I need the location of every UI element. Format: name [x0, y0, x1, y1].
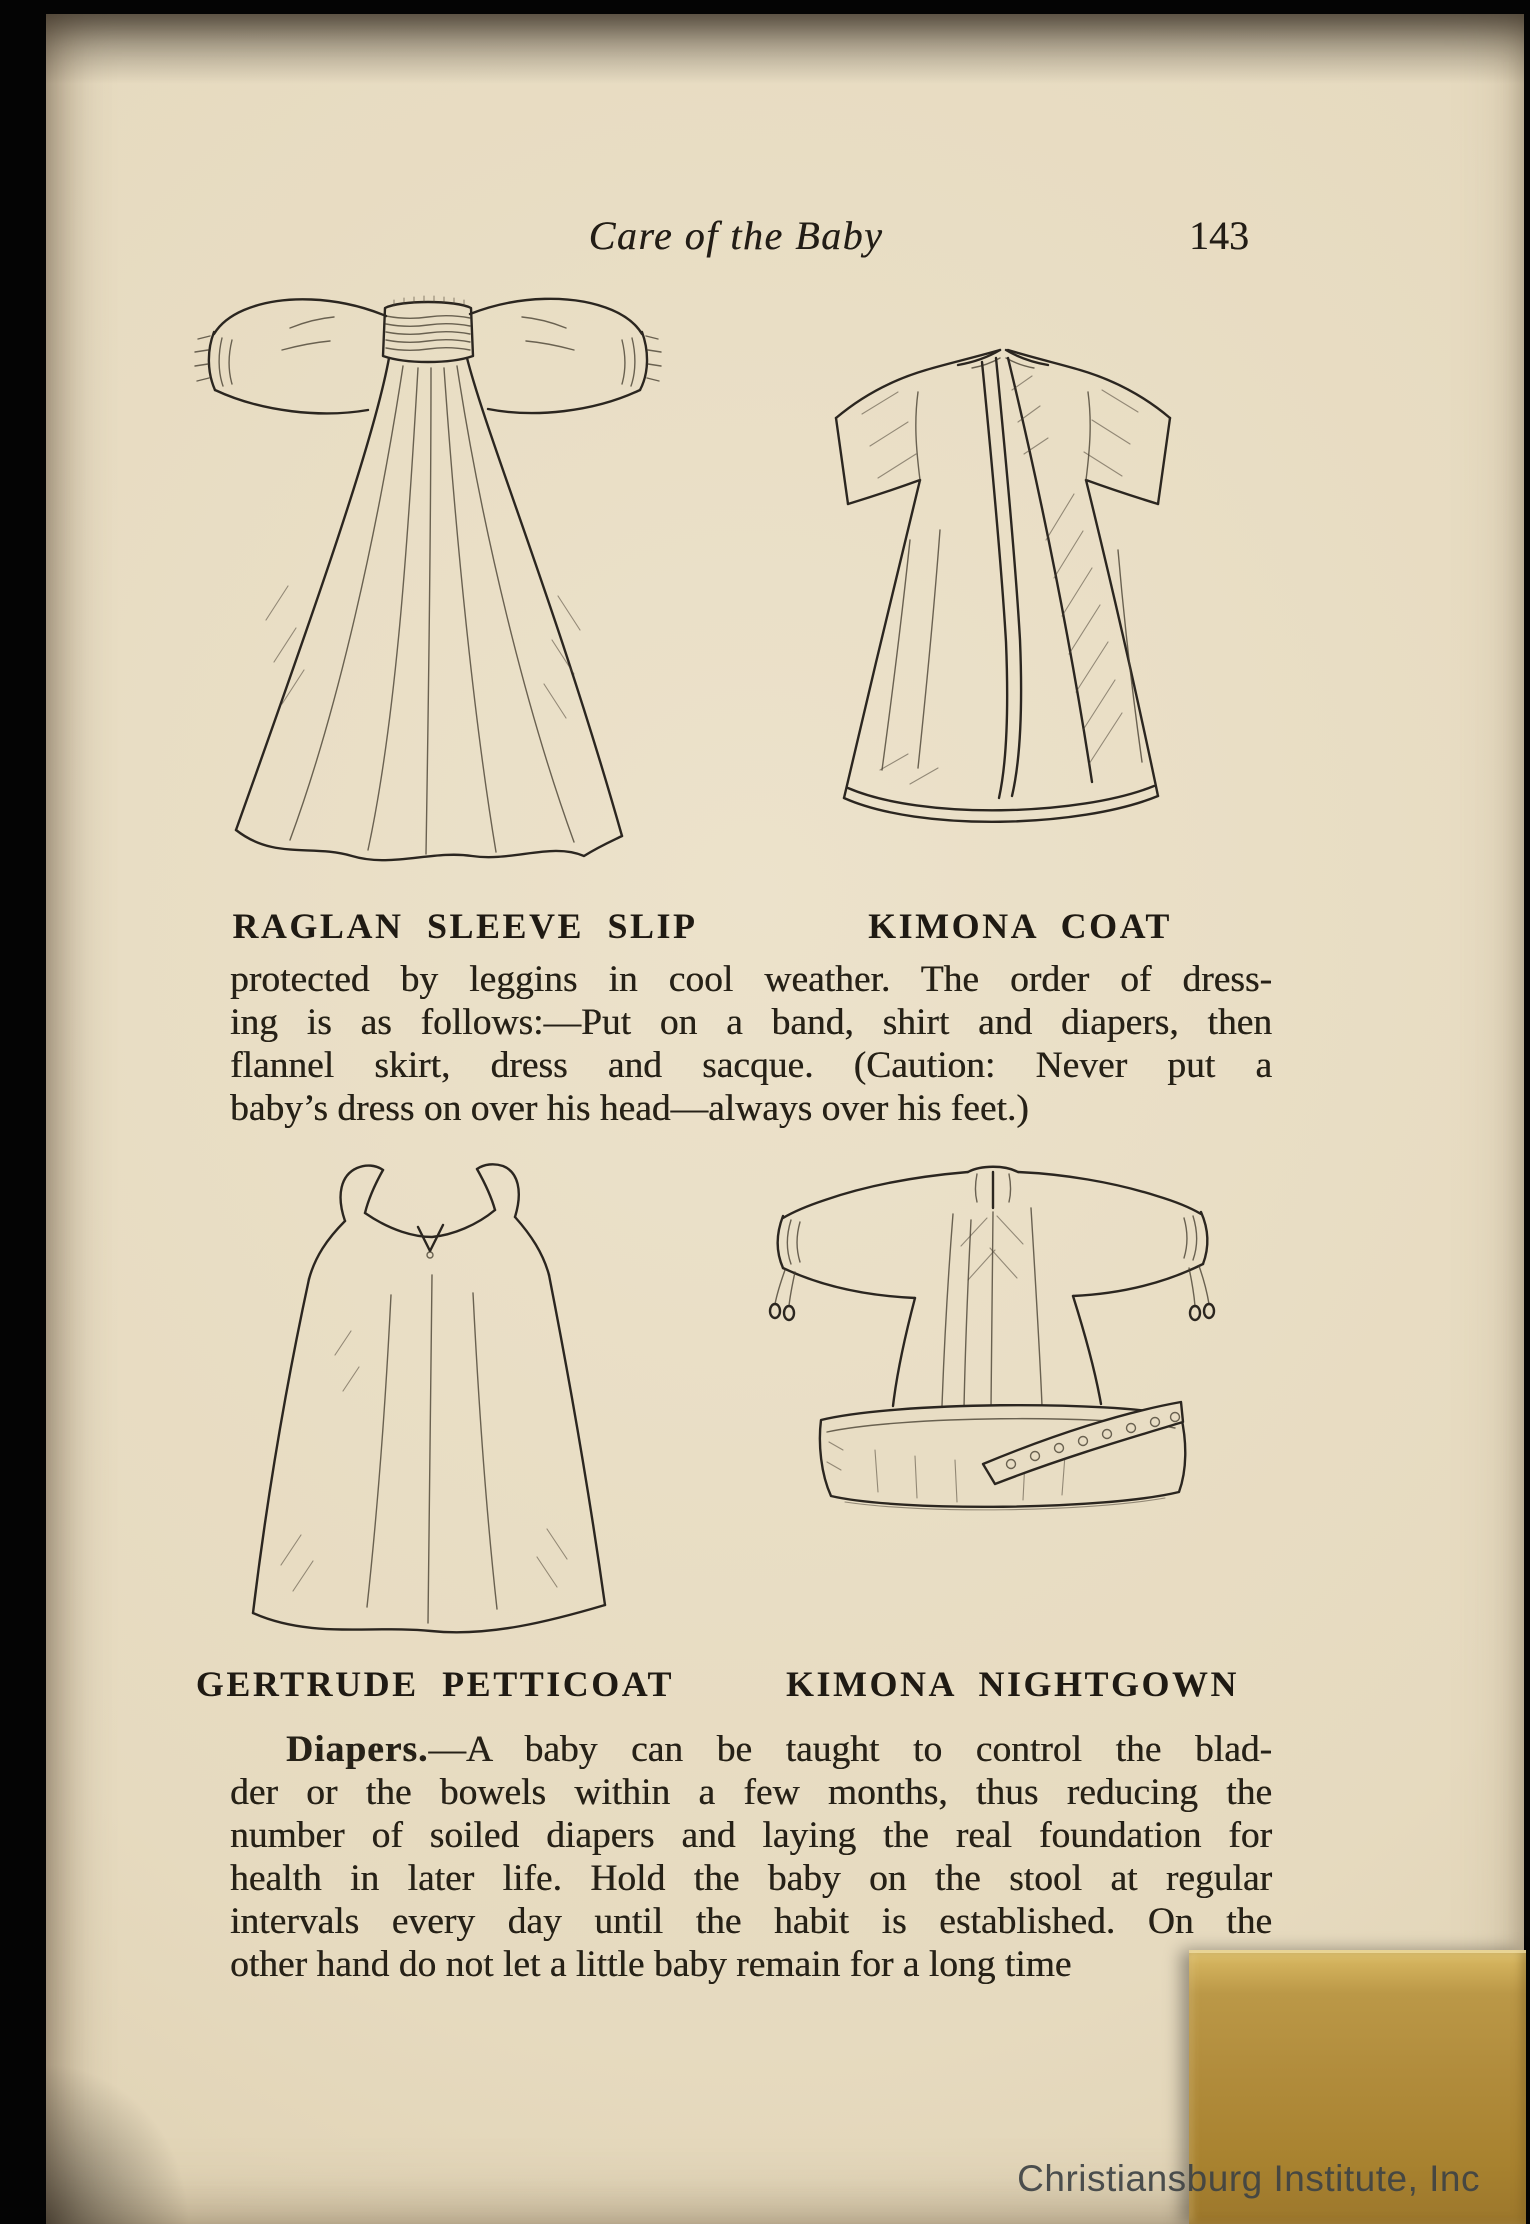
text-line: ing is as follows:—Put on a band, shirt and diapers, then	[230, 1002, 1272, 1043]
text-line: baby’s dress on over his head—always over his feet.)	[230, 1088, 1029, 1129]
caption-raglan-sleeve-slip: RAGLAN SLEEVE SLIP	[232, 906, 698, 946]
diapers-lead-rest: —A baby can be taught to control the blad-	[428, 1729, 1272, 1770]
kimona-nightgown-drawing	[725, 1150, 1260, 1650]
watermark: Christiansburg Institute, Inc	[1017, 2158, 1480, 2199]
text-line: flannel skirt, dress and sacque. (Caution: Never put a	[230, 1045, 1272, 1086]
text-line: other hand do not let a little baby remain for a long time	[230, 1944, 1072, 1985]
kimona-nightgown-illustration	[725, 1150, 1260, 1650]
text-line: intervals every day until the habit is established. On the	[230, 1901, 1272, 1942]
gertrude-petticoat-illustration	[215, 1155, 645, 1650]
caption-gertrude-petticoat: GERTRUDE PETTICOAT	[195, 1664, 675, 1704]
kimona-coat-drawing	[750, 330, 1250, 875]
paragraph-dressing	[230, 958, 1272, 1130]
running-title: Care of the Baby	[588, 213, 884, 258]
text-line: health in later life. Hold the baby on the stool at regular	[230, 1858, 1272, 1899]
text-line	[230, 1728, 1272, 1771]
text-line: der or the bowels within a few months, thus reducing the	[230, 1772, 1272, 1813]
caption-kimona-nightgown: KIMONA NIGHTGOWN	[785, 1664, 1240, 1704]
raglan-sleeve-slip-drawing	[170, 290, 685, 890]
text-line: number of soiled diapers and laying the real foundation for	[230, 1815, 1272, 1856]
book-page	[46, 14, 1524, 2224]
gertrude-petticoat-drawing	[215, 1155, 645, 1650]
raglan-sleeve-slip-illustration	[170, 290, 685, 890]
diapers-lead: Diapers.	[286, 1729, 429, 1770]
caption-kimona-coat: KIMONA COAT	[868, 906, 1172, 946]
kimona-coat-illustration	[750, 330, 1250, 875]
text-line: protected by leggins in cool weather. The order of dress-	[230, 959, 1272, 1000]
page-number: 143	[1189, 213, 1249, 258]
paragraph-diapers	[230, 1728, 1272, 1986]
